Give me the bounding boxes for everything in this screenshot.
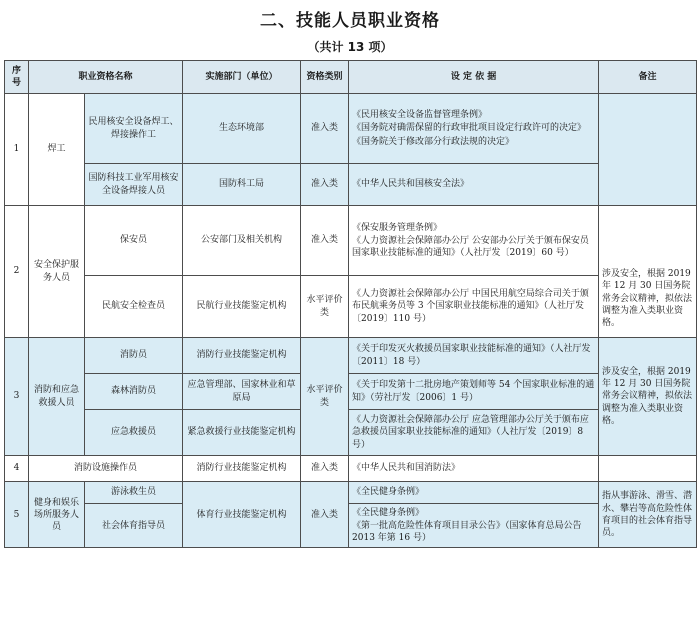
- table-header-row: [5, 61, 697, 94]
- row-basis: 《关于印发灭火救援员国家职业技能标准的通知》（人社厅发〔2011〕18 号）: [349, 338, 599, 374]
- row-no: 4: [5, 456, 29, 482]
- table-row: [5, 410, 697, 456]
- table-row: [5, 504, 697, 548]
- row-basis: 《中华人民共和国核安全法》: [349, 164, 599, 206]
- row-basis: 《保安服务管理条例》 《人力资源社会保障部办公厅 公安部办公厅关于颁布保安员国家职业技能标准的通知》（人社厅发〔2019〕60 号）: [349, 206, 599, 276]
- row-type: 准入类: [301, 164, 349, 206]
- row-type: 水平评价类: [301, 338, 349, 456]
- row-sub: 保安员: [85, 206, 183, 276]
- row-sub: 民用核安全设备焊工、焊接操作工: [85, 94, 183, 164]
- row-no: 5: [5, 482, 29, 548]
- row-sub: 民航安全检查员: [85, 276, 183, 338]
- row-dept: 消防行业技能鉴定机构: [183, 338, 301, 374]
- row-basis: 《中华人民共和国消防法》: [349, 456, 599, 482]
- table-row: [5, 482, 697, 504]
- table-row: [5, 276, 697, 338]
- row-no: 2: [5, 206, 29, 338]
- page-subtitle: （共计 13 项）: [307, 40, 393, 54]
- row-sub: 消防员: [85, 338, 183, 374]
- row-dept: 国防科工局: [183, 164, 301, 206]
- row-basis: 《全民健身条例》: [349, 482, 599, 504]
- row-name: 健身和娱乐场所服务人员: [29, 482, 85, 548]
- row-dept: 生态环境部: [183, 94, 301, 164]
- header-note: 备注: [599, 61, 697, 94]
- header-basis: 设 定 依 据: [349, 61, 599, 94]
- header-no: 序号: [5, 61, 29, 94]
- row-name: 消防设施操作员: [29, 456, 183, 482]
- row-no: 3: [5, 338, 29, 456]
- row-dept: 应急管理部、国家林业和草原局: [183, 374, 301, 410]
- table-row: [5, 374, 697, 410]
- table-row: [5, 94, 697, 164]
- row-basis: 《民用核安全设备监督管理条例》 《国务院对确需保留的行政审批项目设定行政许可的决定》 《国务院关于修改部分行政法规的决定》: [349, 94, 599, 164]
- header-category: 职业资格名称: [29, 61, 183, 94]
- row-note: 涉及安全，根据 2019 年 12 月 30 日国务院常务会议精神，拟依法调整为准入类职业资格。: [599, 206, 697, 338]
- row-sub: 森林消防员: [85, 374, 183, 410]
- row-basis: 《全民健身条例》 《第一批高危险性体育项目目录公告》（国家体育总局公告 2013 年第 16 号）: [349, 504, 599, 548]
- page-title: 二、技能人员职业资格: [260, 11, 440, 31]
- row-sub: 社会体育指导员: [85, 504, 183, 548]
- table-row: [5, 456, 697, 482]
- row-name: 焊工: [29, 94, 85, 206]
- table-row: [5, 164, 697, 206]
- row-sub: 国防科技工业军用核安全设备焊接人员: [85, 164, 183, 206]
- row-type: 准入类: [301, 456, 349, 482]
- row-note: 指从事游泳、滑雪、潜水、攀岩等高危险性体育项目的社会体育指导员。: [599, 482, 697, 548]
- row-note: 涉及安全，根据 2019 年 12 月 30 日国务院常务会议精神，拟依法调整为准入类职业资格。: [599, 338, 697, 456]
- row-sub: 应急救援员: [85, 410, 183, 456]
- table-row: [5, 338, 697, 374]
- row-basis: 《人力资源社会保障部办公厅 中国民用航空局综合司关于颁布民航乘务员等 3 个国家职业技能标准的通知》（人社厅发〔2019〕110 号）: [349, 276, 599, 338]
- row-dept: 消防行业技能鉴定机构: [183, 456, 301, 482]
- row-basis: 《关于印发第十二批房地产策划师等 54 个国家职业标准的通知》（劳社厅发〔2006〕1 号）: [349, 374, 599, 410]
- qualification-table: [4, 60, 697, 548]
- row-sub: 游泳救生员: [85, 482, 183, 504]
- row-dept: 民航行业技能鉴定机构: [183, 276, 301, 338]
- row-note: [599, 94, 697, 206]
- row-type: 水平评价类: [301, 276, 349, 338]
- row-name: 消防和应急救援人员: [29, 338, 85, 456]
- table-row: [5, 206, 697, 276]
- header-department: 实施部门（单位）: [183, 61, 301, 94]
- row-no: 1: [5, 94, 29, 206]
- row-dept: 紧急救援行业技能鉴定机构: [183, 410, 301, 456]
- row-type: 准入类: [301, 94, 349, 164]
- row-dept: 公安部门及相关机构: [183, 206, 301, 276]
- row-note: [599, 456, 697, 482]
- row-dept: 体育行业技能鉴定机构: [183, 482, 301, 548]
- row-type: 准入类: [301, 206, 349, 276]
- header-type: 资格类别: [301, 61, 349, 94]
- row-basis: 《人力资源社会保障部办公厅 应急管理部办公厅关于颁布应急救援员国家职业技能标准的通知》（人社厅发〔2019〕8 号）: [349, 410, 599, 456]
- row-type: 准入类: [301, 482, 349, 548]
- row-name: 安全保护服务人员: [29, 206, 85, 338]
